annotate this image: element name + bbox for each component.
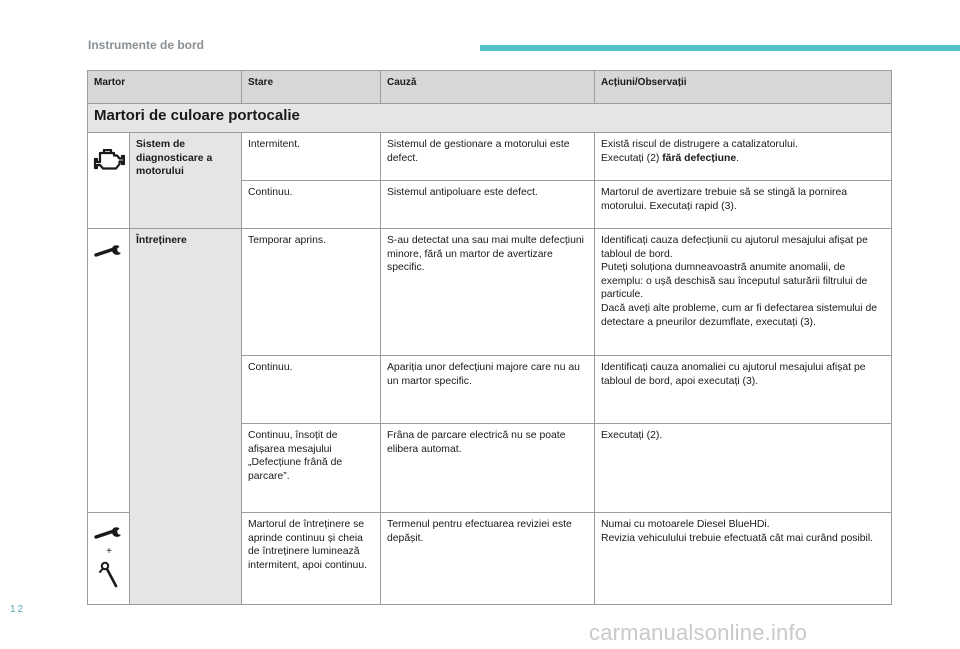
state-cell: Continuu, însoțit de afișarea mesajului „Defecțiune frână de parcare”. — [242, 424, 381, 513]
action-cell: Identificați cauza anomaliei cu ajutorul mesajului afișat pe tabloul de bord, apoi executați (3). — [595, 356, 892, 424]
plus-sign: + — [106, 545, 112, 557]
column-header-stare: Stare — [242, 71, 381, 104]
table-row — [88, 229, 892, 356]
engine-icon-cell — [88, 133, 130, 229]
cause-cell: Frâna de parcare electrică nu se poate elibera automat. — [381, 424, 595, 513]
warning-lights-table — [87, 70, 892, 605]
state-cell: Continuu. — [242, 181, 381, 229]
action-suffix: . — [736, 152, 740, 164]
action-cell: Martorul de avertizare trebuie să se stingă la pornirea motorului. Executați rapid (3). — [595, 181, 892, 229]
state-cell: Continuu. — [242, 356, 381, 424]
wrench-icon — [94, 243, 136, 264]
action-cell: Numai cu motoarele Diesel BlueHDi. Revizia vehiculului trebuie efectuată cât mai curând posibil. — [595, 513, 892, 605]
category-title: Martori de culoare portocalie — [88, 104, 892, 133]
action-cell: Identificați cauza defecțiunii cu ajutorul mesajului afișat pe tabloul de bord. Puteți soluționa dumneavoastră anumite anomalii, de exemplu: o ușă deschisă sau începutul saturării filtrului de particule. Dacă aveți alte probleme, cum ar fi defectarea sistemului de detectare a pneurilor dezumflate, executați (3). — [595, 229, 892, 356]
table-row — [88, 133, 892, 181]
cause-cell: S-au detectat una sau mai multe defecțiuni minore, fără un martor de avertizare specific. — [381, 229, 595, 356]
state-cell: Martorul de întreținere se aprinde continuu și cheia de întreținere luminează intermitent, apoi continuu. — [242, 513, 381, 605]
cause-cell: Sistemul antipoluare este defect. — [381, 181, 595, 229]
column-header-cauza: Cauză — [381, 71, 595, 104]
wrench-icon-cell — [88, 229, 130, 513]
cause-cell: Termenul pentru efectuarea reviziei este depășit. — [381, 513, 595, 605]
state-cell: Intermitent. — [242, 133, 381, 181]
key-icon — [94, 558, 126, 590]
action-cell: Executați (2). — [595, 424, 892, 513]
cause-cell: Apariția unor defecțiuni majore care nu au un martor specific. — [381, 356, 595, 424]
column-header-actiuni: Acțiuni/Observații — [595, 71, 892, 104]
table-header-row — [88, 71, 892, 104]
section-title: Instrumente de bord — [88, 38, 205, 52]
wrench-plus-key-icon — [94, 525, 136, 595]
watermark: carmanualsonline.info — [589, 620, 808, 645]
engine-check-icon — [93, 149, 135, 176]
wrench-key-icon-cell — [88, 513, 130, 605]
page-number: 12 — [10, 604, 26, 615]
action-text: Există riscul de distrugere a catalizatorului. Executați (2) — [601, 139, 798, 164]
column-header-martor: Martor — [88, 71, 242, 104]
accent-bar — [480, 45, 960, 51]
cause-cell: Sistemul de gestionare a motorului este defect. — [381, 133, 595, 181]
martor-name-diagnostics: Sistem de diagnosticare a motorului — [130, 133, 242, 229]
wrench-icon — [94, 525, 126, 541]
action-bold-text: fără defecțiune — [662, 152, 737, 164]
action-cell — [595, 133, 892, 181]
category-row — [88, 104, 892, 133]
state-cell: Temporar aprins. — [242, 229, 381, 356]
martor-name-maintenance: Întreținere — [130, 229, 242, 605]
